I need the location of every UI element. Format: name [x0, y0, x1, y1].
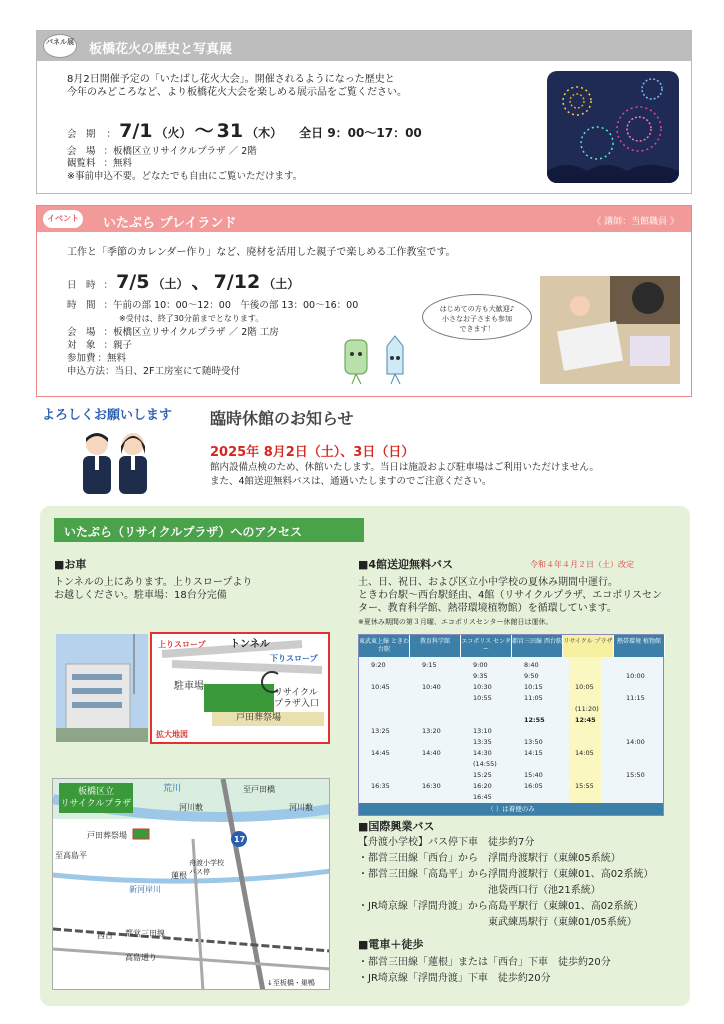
timetable-cell: 10:45 [371, 683, 390, 691]
timetable-cell: 10:00 [626, 672, 645, 680]
time-note: ※受付は、終了30分前までとなります。 [119, 314, 264, 323]
timetable-cell: 14:30 [473, 749, 492, 757]
timetable-cell: 12:55 [524, 716, 545, 724]
ws-fee-label: 参加費 [67, 353, 96, 364]
timetable-cell: 13:10 [473, 727, 492, 735]
timetable-cell: 13:35 [473, 738, 492, 746]
staff-illustration [75, 430, 155, 496]
bubble-line-2: 小さなお子さまも参加 [442, 315, 512, 323]
timetable-cell: 14:00 [626, 738, 645, 746]
bus-revised: 令和４年４月２日（土）改定 [530, 560, 634, 569]
timetable-cell: 8:40 [524, 661, 539, 669]
period-label: 会 期 [67, 129, 96, 140]
ws-venue-label: 会 場 [67, 327, 96, 338]
building-photo [56, 634, 148, 742]
period-time: 全日 9：00～17：00 [299, 126, 422, 140]
date-sep: 、 [191, 271, 211, 293]
zoom-map [150, 632, 330, 744]
timetable-cell: 15:25 [473, 771, 492, 779]
timetable-cell: 16:05 [524, 782, 543, 790]
kokusai-heading: ■国際興業バス [358, 820, 435, 833]
period-end-day: （木） [246, 126, 283, 140]
timetable-cell: 10:30 [473, 683, 492, 691]
timetable-cell: 12:45 [575, 716, 596, 724]
ws-fee-value: ：無料 [97, 353, 127, 364]
date-2-day: （土） [263, 277, 300, 291]
greeting-text: よろしくお願いします [42, 408, 173, 423]
period-sep: ～ [194, 120, 214, 142]
area-map-mita: 都営三田線 [125, 929, 165, 938]
area-map-kasen-2: 河川敷 [289, 803, 313, 812]
timetable-header: エコポリス センター [461, 635, 512, 657]
speech-bubble [422, 294, 532, 340]
area-map-takashimadaira: 至高島平 [55, 851, 87, 860]
kokusai-stop: 【舟渡小学校】バス停下車 [358, 837, 478, 848]
train-text-2: ・JR埼京線「浮間舟渡」下車 徒歩約20分 [358, 973, 551, 984]
timetable-cell: 10:40 [422, 683, 441, 691]
workshop-header [37, 206, 691, 232]
area-map-school: 舟渡小学校 [189, 859, 224, 867]
closure-dates: 2025年 8月2日（土）、3日（日） [210, 445, 415, 460]
area-map-plaza-1: 板橋区立 [77, 787, 114, 797]
area-map-shingashi: 新河岸川 [129, 885, 161, 894]
bus-heading: ■4館送迎無料バス [358, 558, 454, 571]
time-value: ：午前の部 10：00～12：00 午後の部 13：00～16：00 [103, 300, 359, 311]
map-down-slope: 下りスロープ [270, 654, 318, 663]
timetable-cell: 10:55 [473, 694, 492, 702]
workshop-desc: 工作と「季節のカレンダー作り」など、廃材を活用した親子で楽しめる工作教室です。 [67, 247, 456, 258]
map-up-slope: 上りスロープ [158, 640, 206, 649]
train-text-1: ・都営三田線「蓮根」または「西台」下車 徒歩約20分 [358, 957, 611, 968]
timetable-cell: 14:15 [524, 749, 543, 757]
exhibit-header [37, 31, 691, 61]
kokusai-walk: 徒歩約7分 [488, 837, 535, 848]
date-2: 7/12 [213, 271, 261, 293]
period-end: 31 [216, 120, 244, 142]
timetable-header: 東武東上線 ときわ台駅 [359, 635, 410, 657]
timetable-cell: 13:25 [371, 727, 390, 735]
timetable-footnote: （ ）は着便のみ [359, 803, 663, 815]
closure-line-1: 館内設備点検のため、休館いたします。当日は施設および駐車場はご利用いただけません。 [210, 462, 599, 473]
area-map-plaza-2: リサイクルプラザ [60, 799, 132, 809]
target-label: 対 象 [67, 340, 96, 351]
timetable-cell: 10:05 [575, 683, 594, 691]
target-value: ：親子 [103, 340, 133, 351]
timetable-cell: 9:50 [524, 672, 539, 680]
map-entrance-2: プラザ入口 [274, 699, 320, 709]
fireworks-illustration [547, 71, 679, 183]
bus-note: ※夏休み期間の第３月曜、エコポリスセンター休館日は運休。 [358, 618, 553, 626]
timetable-cell: 14:45 [371, 749, 390, 757]
area-map-takashima-dori: 高島通り [125, 953, 157, 962]
map-zoom-label: 拡大地図 [156, 730, 188, 739]
venue-label: 会 場 [67, 146, 96, 157]
timetable-cell: 11:05 [524, 694, 543, 702]
area-map-funeral: 戸田葬祭場 [87, 831, 127, 840]
timetable-cell: 9:00 [473, 661, 488, 669]
timetable-cell: 10:15 [524, 683, 543, 691]
kokusai-route-4: 高島平駅行（東練01、高02系統） [488, 901, 644, 912]
date-1-day: （土） [152, 277, 189, 291]
exhibit-badge: パネル展 [43, 34, 77, 58]
timetable-cell: 16:45 [473, 793, 492, 801]
bubble-line-3: できます！ [459, 325, 495, 333]
car-text-2: お越しください。駐車場：18台分完備 [54, 590, 227, 601]
area-map-nishidai: 西台 [97, 931, 113, 940]
area-map-plaza [59, 783, 133, 813]
area-map-kasen-1: 河川敷 [179, 803, 203, 812]
exhibit-desc-1: 8月2日開催予定の「いたばし花火大会」。開催されるようになった歴史と [67, 74, 395, 85]
timetable-cell: 14:40 [422, 749, 441, 757]
period-start: 7/1 [119, 120, 153, 142]
car-text-1: トンネルの上にあります。上りスロープより [54, 577, 253, 588]
timetable-cell: 16:20 [473, 782, 492, 790]
kokusai-route-1: 浮間舟渡駅行（東練05系統） [488, 853, 621, 864]
ws-venue-value: ：板橋区立リサイクルプラザ ／ 2階 工房 [103, 327, 279, 338]
kokusai-from-nishidai: ・都営三田線「西台」から [358, 853, 478, 864]
workshop-badge: イベント [43, 210, 83, 228]
workshop-section: イベント いたぷら プレイランド 《 講師：当館職員 》 工作と「季節のカレンダー作り」など、廃材を活用した親子で楽しめる工作教室です。 日 時 ： 7/5 （土） 、 7/12 （土） 時 間 ：午前の部 10：00～12：00 午後の部 13：00～16：00 ※受付は、終了30分前までとなります。 会 場 ：板橋区立リサイクルプラザ ／ 2階 工房 対 象 ：親子 参加費 ：無料 申込方法：当日、2F工房室にて随時受付 はじめての方も大歓迎♪ 小さなお子さまも参加 できます！ [36, 205, 692, 397]
map-funeral: 戸田葬祭場 [236, 713, 282, 723]
area-map-todabashi: 至戸田橋 [243, 785, 275, 794]
timetable-cell: 15:40 [524, 771, 543, 779]
bubble-line-1: はじめての方も大歓迎♪ [439, 305, 515, 313]
period-start-day: （火） [155, 126, 192, 140]
map-tunnel: トンネル [230, 639, 270, 650]
venue-value: ：板橋区立リサイクルプラザ ／ 2階 [103, 146, 257, 157]
bus-text-3: ター、教育科学館、熱帯環境植物館）を循環しています。 [358, 603, 617, 614]
kokusai-route-3: 池袋西口行（池21系統） [488, 885, 601, 896]
area-map-busstop: バス停 [189, 868, 210, 876]
timetable-cell: 9:20 [371, 661, 386, 669]
timetable-cell: 15:50 [626, 771, 645, 779]
timetable-cell: 16:35 [371, 782, 390, 790]
exhibit-note: ※事前申込不要。どなたでも自由にご覧いただけます。 [67, 171, 303, 182]
timetable-header: リサイクル プラザ [563, 635, 614, 657]
kokusai-route-5: 東武練馬駅行（東練01/05系統） [488, 917, 637, 928]
fee-label: 観覧料 [67, 158, 96, 169]
time-label: 時 間 [67, 300, 96, 311]
closure-title: 臨時休館のお知らせ [210, 409, 354, 428]
closure-line-2: また、4館送迎無料バスは、通過いたしますのでご注意ください。 [210, 476, 492, 487]
timetable-cell: 9:35 [473, 672, 488, 680]
timetable-cell: (14:55) [473, 760, 497, 768]
workshop-title: いたぷら プレイランド [103, 216, 237, 231]
timetable-cell: 11:15 [626, 694, 645, 702]
area-map [52, 778, 330, 990]
bus-text-1: 土、日、祝日、および区立小中学校の夏休み期間中運行。 [358, 577, 618, 588]
workshop-lecturer: 《 講師：当館職員 》 [592, 217, 679, 227]
kokusai-from-takashimadaira: ・都営三田線「高島平」から [358, 869, 488, 880]
date-1: 7/5 [116, 271, 150, 293]
exhibit-desc-2: 今年のみどころなど、より板橋花火大会を楽しめる展示品をご覧ください。 [67, 87, 407, 98]
timetable-cell: 16:30 [422, 782, 441, 790]
timetable-cell: 9:15 [422, 661, 437, 669]
kokusai-from-ukimafunado: ・JR埼京線「浮間舟渡」から [358, 901, 488, 912]
workshop-photo [540, 276, 680, 384]
timetable-cell: 14:05 [575, 749, 594, 757]
apply-label: 申込方法 [67, 366, 106, 377]
area-map-hasune: 蓮根 [171, 871, 187, 880]
map-entrance-1: リサイクル [274, 688, 318, 698]
train-heading: ■電車＋徒歩 [358, 938, 424, 951]
kokusai-route-2: 浮間舟渡駅行（東練01、高02系統） [488, 869, 654, 880]
map-parking: 駐車場 [174, 681, 204, 692]
access-section [40, 506, 690, 1006]
area-map-route-17: 17 [234, 835, 246, 844]
bus-timetable [358, 634, 664, 816]
timetable-header: 都営三田線 西台駅 [512, 635, 563, 657]
exhibit-title: 板橋花火の歴史と写真展 [89, 42, 233, 57]
fee-value: ：無料 [103, 158, 133, 169]
timetable-cell: 13:20 [422, 727, 441, 735]
area-map-arakawa: 荒川 [163, 784, 182, 794]
timetable-cell: 13:50 [524, 738, 543, 746]
exhibit-section: パネル展 板橋花火の歴史と写真展 8月2日開催予定の「いたばし花火大会」。開催されるようになった歴史と 今年のみどころなど、より板橋花火大会を楽しめる展示品をご覧ください。 会 期 ： 7/1 （火） ～ 31 （木） 全日 9：00～17：00 会 場 ：板橋区立リサイクルプラザ ／ 2階 観覧料 ：無料 ※事前申込不要。どなたでも自由にご覧いただけます。 [36, 30, 692, 194]
car-heading: ■お車 [54, 558, 87, 571]
timetable-cell: (11:20) [575, 705, 599, 713]
mascot-illustration [337, 334, 427, 390]
bus-text-2: ときわ台駅～西台駅経由、4館（リサイクルプラザ、エコポリスセン [358, 590, 663, 601]
apply-value: ：当日、2F工房室にて随時受付 [105, 366, 241, 377]
area-map-itabashi: ↓至板橋・巣鴨 [267, 979, 315, 987]
timetable-header: 熱帯環境 植物館 [614, 635, 665, 657]
date-label: 日 時 [67, 280, 96, 291]
access-title: いたぷら（リサイクルプラザ）へのアクセス [54, 518, 364, 542]
timetable-cell: 15:55 [575, 782, 594, 790]
timetable-header: 教育科学館 [410, 635, 461, 657]
